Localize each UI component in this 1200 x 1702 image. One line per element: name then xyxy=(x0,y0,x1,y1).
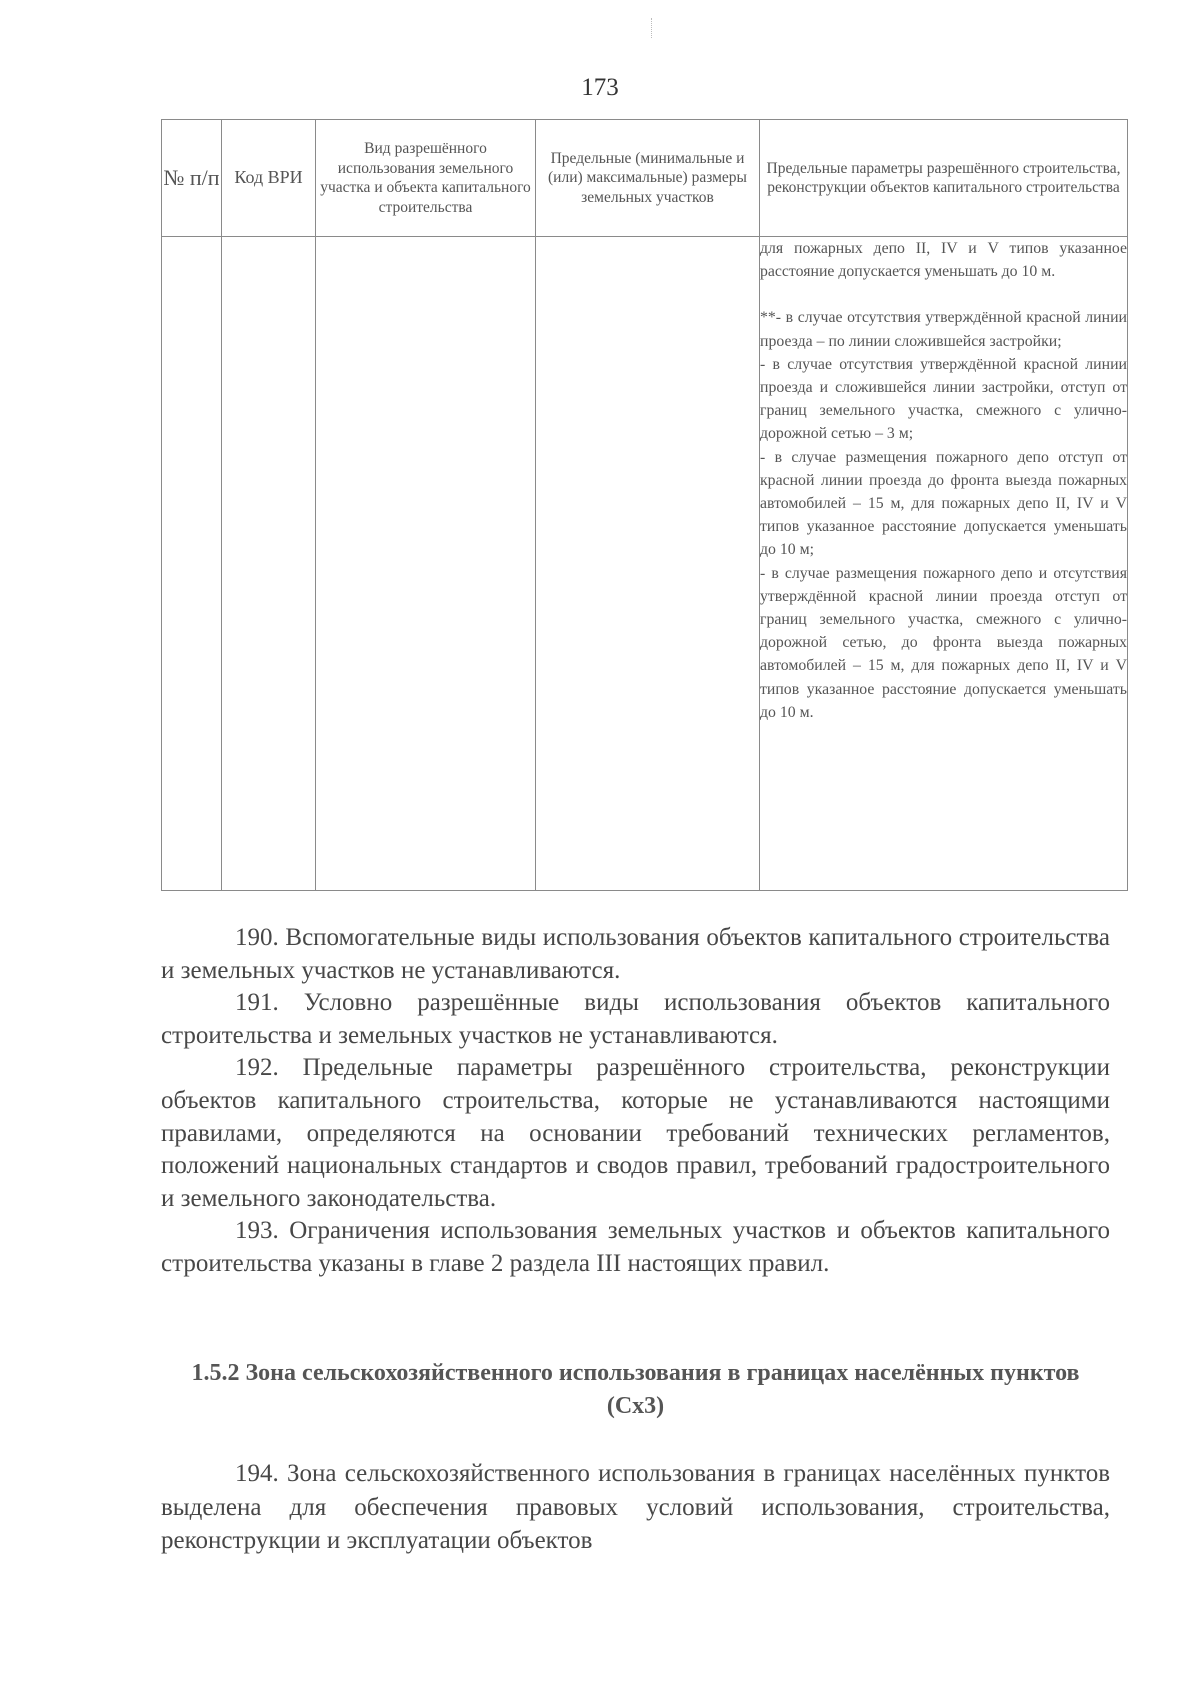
cell-build-params xyxy=(760,237,1128,891)
params-text: - в случае размещения пожарного депо и отсутствия утверждённой красной линии проезда отступ от границ земельного участка, смежного с улично-дорожной сетью, до фронта выезда пожарных автомобилей – 15 м, для пожарных депо II, IV и V типов указанное расстояние допускается уменьшать до 10 м. xyxy=(760,564,1127,721)
page-number: 173 xyxy=(581,74,619,101)
paragraph-192: 192. Предельные параметры разрешённого строительства, реконструкции объектов капитального строительства, которые не устанавливаются настоящими правилами, определяются на основании требований технических регламентов, положений национальных стандартов и сводов правил, требований градостроительного и земельного законодательства. xyxy=(161,1054,1110,1212)
header-plot-size: Предельные (минимальные и (или) максимальные) размеры земельных участков xyxy=(536,120,760,237)
scan-artifact xyxy=(651,18,653,38)
params-text: - в случае отсутствия утверждённой красной линии проезда и сложившейся линии застройки, отступ от границ земельного участка, смежного с улично-дорожной сетью – 3 м; xyxy=(760,355,1127,443)
body-text-block xyxy=(161,922,1110,1281)
header-number: № п/п xyxy=(162,120,222,237)
table-header-row xyxy=(162,120,1128,237)
cell-number xyxy=(162,237,222,891)
paragraph-191: 191. Условно разрешённые виды использования объектов капитального строительства и земельных участков не устанавливаются. xyxy=(161,989,1110,1049)
paragraph-194: 194. Зона сельскохозяйственного использования в границах населённых пунктов выделена для обеспечения правовых условий использования, строительства, реконструкции и эксплуатации объектов xyxy=(161,1460,1110,1554)
header-code: Код ВРИ xyxy=(222,120,316,237)
cell-code xyxy=(222,237,316,891)
header-use-type: Вид разрешённого использования земельного участка и объекта капитального строительства xyxy=(316,120,536,237)
params-text: **- в случае отсутствия утверждённой красной линии проезда – по линии сложившейся застройки; xyxy=(760,309,1127,350)
cell-plot-size xyxy=(536,237,760,891)
cell-use-type xyxy=(316,237,536,891)
params-text: - в случае размещения пожарного депо отступ от красной линии проезда до фронта выезда пожарных автомобилей – 15 м, для пожарных депо II, IV и V типов указанное расстояние допускается уменьшать до 10 м; xyxy=(760,448,1127,559)
table-row xyxy=(162,237,1128,891)
paragraph-190: 190. Вспомогательные виды использования объектов капитального строительства и земельных участков не устанавливаются. xyxy=(161,924,1110,984)
regulations-table xyxy=(161,119,1128,891)
section-heading: 1.5.2 Зона сельскохозяйственного использования в границах населённых пунктов (Сх3) xyxy=(191,1360,1080,1419)
paragraph-193: 193. Ограничения использования земельных участков и объектов капитального строительства указаны в главе 2 раздела III настоящих правил. xyxy=(161,1217,1110,1277)
body-text-block-bottom xyxy=(161,1457,1110,1558)
params-text: для пожарных депо II, IV и V типов указанное расстояние допускается уменьшать до 10 м. xyxy=(760,240,1127,281)
header-build-params: Предельные параметры разрешённого строительства, реконструкции объектов капитального строительства xyxy=(760,120,1128,237)
